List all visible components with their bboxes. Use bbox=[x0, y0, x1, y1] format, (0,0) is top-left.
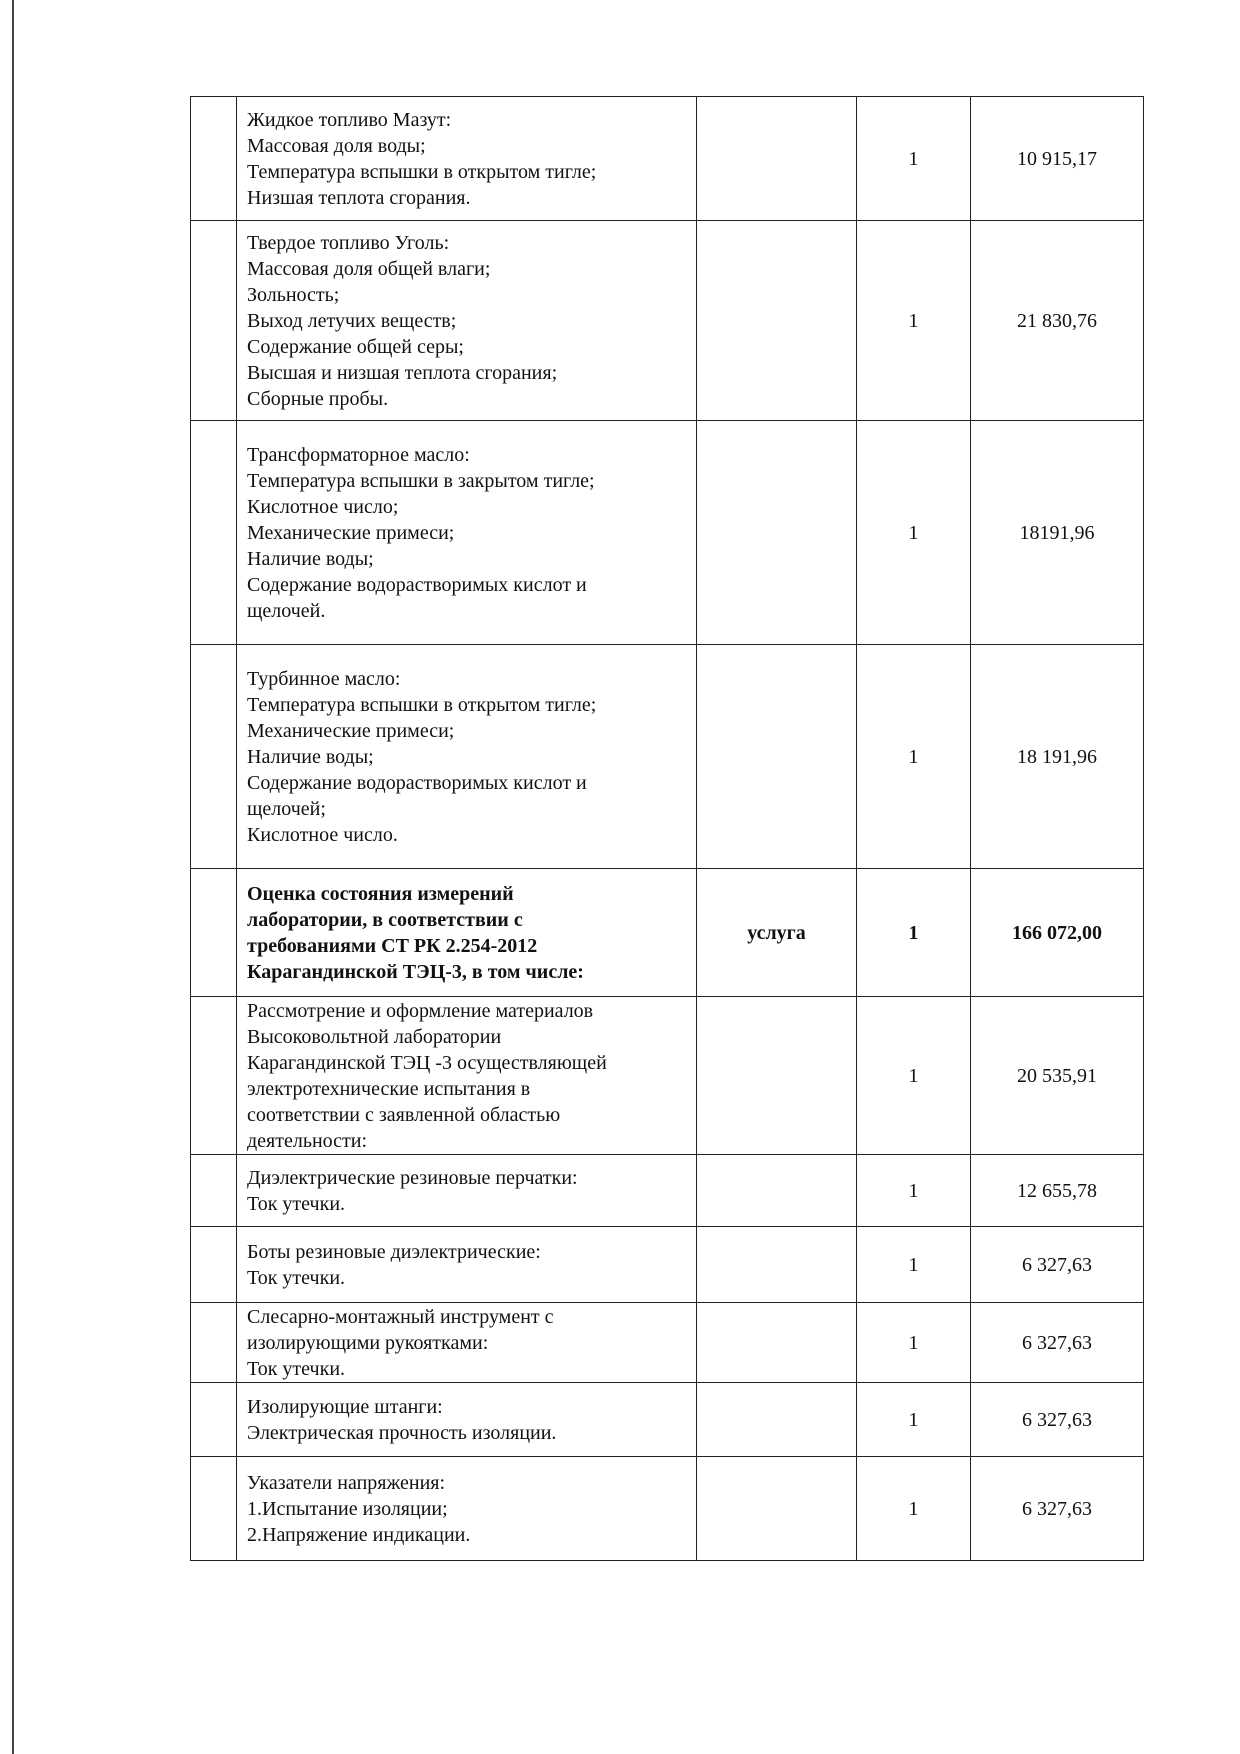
table-row bbox=[191, 997, 1144, 1155]
row-number-cell bbox=[191, 1383, 237, 1457]
service-name-line: Низшая теплота сгорания. bbox=[247, 186, 471, 209]
quantity-cell: 1 bbox=[857, 97, 971, 221]
quantity-cell: 1 bbox=[857, 1227, 971, 1303]
service-name-line: изолирующими рукоятками: bbox=[247, 1331, 489, 1354]
service-name-line: Турбинное масло: bbox=[247, 667, 401, 690]
service-name-line: Электрическая прочность изоляции. bbox=[247, 1421, 557, 1444]
service-name-line: Содержание общей серы; bbox=[247, 335, 464, 358]
quantity-cell: 1 bbox=[857, 869, 971, 997]
price-cell: 18 191,96 bbox=[971, 645, 1144, 869]
service-name-line: Наличие воды; bbox=[247, 547, 374, 570]
service-name-cell bbox=[237, 221, 697, 421]
service-name-line: Оценка состояния измерений bbox=[247, 882, 514, 905]
table-row bbox=[191, 645, 1144, 869]
service-name-line: Массовая доля воды; bbox=[247, 134, 426, 157]
quantity-cell: 1 bbox=[857, 1457, 971, 1561]
service-name-line: Рассмотрение и оформление материалов bbox=[247, 999, 594, 1022]
service-name-line: Слесарно-монтажный инструмент с bbox=[247, 1305, 554, 1328]
unit-cell bbox=[697, 221, 857, 421]
service-name-cell bbox=[237, 1303, 697, 1383]
service-name-line: соответствии с заявленной областью bbox=[247, 1103, 561, 1126]
table-row bbox=[191, 1227, 1144, 1303]
service-name-line: Механические примеси; bbox=[247, 521, 455, 544]
row-number-cell bbox=[191, 221, 237, 421]
service-name-line: Карагандинской ТЭЦ -3 осуществляющей bbox=[247, 1051, 607, 1074]
service-name-line: Сборные пробы. bbox=[247, 387, 389, 410]
row-number-cell bbox=[191, 869, 237, 997]
service-name-line: Наличие воды; bbox=[247, 745, 374, 768]
service-name-line: щелочей; bbox=[247, 797, 326, 820]
row-number-cell bbox=[191, 645, 237, 869]
table-row bbox=[191, 869, 1144, 997]
price-cell: 6 327,63 bbox=[971, 1457, 1144, 1561]
row-number-cell bbox=[191, 1227, 237, 1303]
table-row bbox=[191, 1383, 1144, 1457]
price-cell: 10 915,17 bbox=[971, 97, 1144, 221]
price-cell: 166 072,00 bbox=[971, 869, 1144, 997]
price-cell: 20 535,91 bbox=[971, 997, 1144, 1155]
service-name-line: Зольность; bbox=[247, 283, 340, 306]
table-row bbox=[191, 1457, 1144, 1561]
service-name-cell bbox=[237, 1227, 697, 1303]
service-name-line: Температура вспышки в открытом тигле; bbox=[247, 693, 597, 716]
unit-cell bbox=[697, 645, 857, 869]
quantity-cell: 1 bbox=[857, 1383, 971, 1457]
service-name-line: Механические примеси; bbox=[247, 719, 455, 742]
service-name-line: Выход летучих веществ; bbox=[247, 309, 457, 332]
unit-cell bbox=[697, 421, 857, 645]
service-name-line: Температура вспышки в открытом тигле; bbox=[247, 160, 597, 183]
service-name-line: Температура вспышки в закрытом тигле; bbox=[247, 469, 595, 492]
price-cell: 21 830,76 bbox=[971, 221, 1144, 421]
service-name-cell bbox=[237, 869, 697, 997]
price-cell: 18191,96 bbox=[971, 421, 1144, 645]
services-price-table bbox=[190, 96, 1144, 1561]
service-name-line: лаборатории, в соответствии с bbox=[247, 908, 523, 931]
service-name-line: 2.Напряжение индикации. bbox=[247, 1523, 471, 1546]
row-number-cell bbox=[191, 97, 237, 221]
service-name-line: щелочей. bbox=[247, 599, 326, 622]
service-name-line: Боты резиновые диэлектрические: bbox=[247, 1240, 541, 1263]
price-cell: 6 327,63 bbox=[971, 1303, 1144, 1383]
unit-cell: услуга bbox=[697, 869, 857, 997]
unit-cell bbox=[697, 1383, 857, 1457]
service-name-cell bbox=[237, 421, 697, 645]
unit-cell bbox=[697, 1303, 857, 1383]
service-name-line: деятельности: bbox=[247, 1129, 368, 1152]
page-binding-edge bbox=[12, 0, 14, 1754]
service-name-line: Содержание водорастворимых кислот и bbox=[247, 573, 587, 596]
service-name-cell bbox=[237, 997, 697, 1155]
service-name-cell bbox=[237, 645, 697, 869]
service-name-cell bbox=[237, 1383, 697, 1457]
unit-cell bbox=[697, 1227, 857, 1303]
row-number-cell bbox=[191, 1155, 237, 1227]
service-name-line: Ток утечки. bbox=[247, 1192, 346, 1215]
service-name-line: Жидкое топливо Мазут: bbox=[247, 108, 452, 131]
row-number-cell bbox=[191, 1303, 237, 1383]
service-name-line: Диэлектрические резиновые перчатки: bbox=[247, 1166, 578, 1189]
table-row bbox=[191, 421, 1144, 645]
service-name-line: Изолирующие штанги: bbox=[247, 1395, 443, 1418]
service-name-line: Массовая доля общей влаги; bbox=[247, 257, 491, 280]
service-name-cell bbox=[237, 1155, 697, 1227]
quantity-cell: 1 bbox=[857, 1155, 971, 1227]
service-name-line: Высоковольтной лаборатории bbox=[247, 1025, 502, 1048]
row-number-cell bbox=[191, 997, 237, 1155]
service-name-cell bbox=[237, 97, 697, 221]
service-name-line: Ток утечки. bbox=[247, 1357, 346, 1380]
quantity-cell: 1 bbox=[857, 421, 971, 645]
service-name-line: требованиями СТ РК 2.254-2012 bbox=[247, 934, 538, 957]
quantity-cell: 1 bbox=[857, 997, 971, 1155]
service-name-line: Кислотное число. bbox=[247, 823, 398, 846]
table-row bbox=[191, 221, 1144, 421]
service-name-line: электротехнические испытания в bbox=[247, 1077, 531, 1100]
unit-cell bbox=[697, 1155, 857, 1227]
table-row bbox=[191, 1155, 1144, 1227]
price-cell: 6 327,63 bbox=[971, 1227, 1144, 1303]
table-row bbox=[191, 97, 1144, 221]
unit-cell bbox=[697, 997, 857, 1155]
table-row bbox=[191, 1303, 1144, 1383]
quantity-cell: 1 bbox=[857, 645, 971, 869]
unit-cell bbox=[697, 97, 857, 221]
quantity-cell: 1 bbox=[857, 221, 971, 421]
service-name-line: Высшая и низшая теплота сгорания; bbox=[247, 361, 558, 384]
unit-cell bbox=[697, 1457, 857, 1561]
price-cell: 6 327,63 bbox=[971, 1383, 1144, 1457]
row-number-cell bbox=[191, 421, 237, 645]
row-number-cell bbox=[191, 1457, 237, 1561]
service-name-line: Указатели напряжения: bbox=[247, 1471, 446, 1494]
service-name-line: Ток утечки. bbox=[247, 1266, 346, 1289]
quantity-cell: 1 bbox=[857, 1303, 971, 1383]
service-name-line: Карагандинской ТЭЦ-3, в том числе: bbox=[247, 960, 584, 983]
price-cell: 12 655,78 bbox=[971, 1155, 1144, 1227]
service-name-line: Трансформаторное масло: bbox=[247, 443, 470, 466]
service-name-line: Твердое топливо Уголь: bbox=[247, 231, 450, 254]
service-name-cell bbox=[237, 1457, 697, 1561]
service-name-line: 1.Испытание изоляции; bbox=[247, 1497, 448, 1520]
service-name-line: Кислотное число; bbox=[247, 495, 399, 518]
service-name-line: Содержание водорастворимых кислот и bbox=[247, 771, 587, 794]
